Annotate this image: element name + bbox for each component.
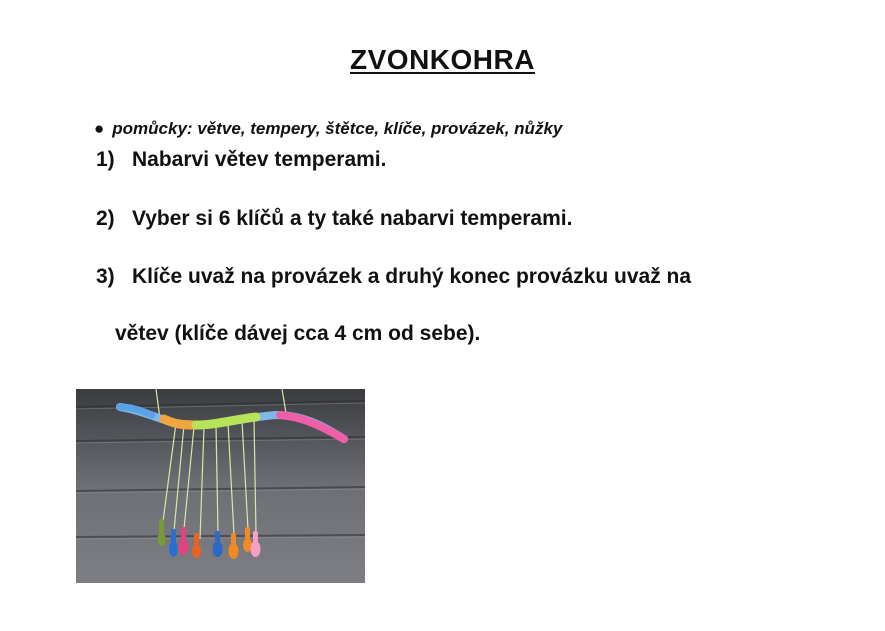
step-text: Vyber si 6 klíčů a ty také nabarvi temperami.	[132, 207, 573, 230]
step-text: Nabarvi větev temperami.	[132, 148, 387, 171]
step-3-continuation: větev (klíče dávej cca 4 cm od sebe).	[115, 322, 481, 345]
page-title: ZVONKOHRA	[350, 44, 535, 75]
step-number: 1)	[96, 148, 115, 171]
materials-text: pomůcky: větve, tempery, štětce, klíče, provázek, nůžky	[112, 119, 563, 138]
wind-chime-photo	[76, 389, 365, 583]
step-3	[96, 265, 691, 289]
step-2	[96, 207, 572, 231]
bullet-icon: ●	[94, 119, 105, 138]
wind-chime-keys-photo-icon	[76, 389, 365, 583]
step-1	[96, 148, 386, 172]
step-number: 2)	[96, 207, 115, 230]
step-text: Klíče uvaž na provázek a druhý konec provázku uvaž na	[132, 265, 692, 288]
materials-bullet	[94, 119, 562, 139]
step-number: 3)	[96, 265, 115, 288]
